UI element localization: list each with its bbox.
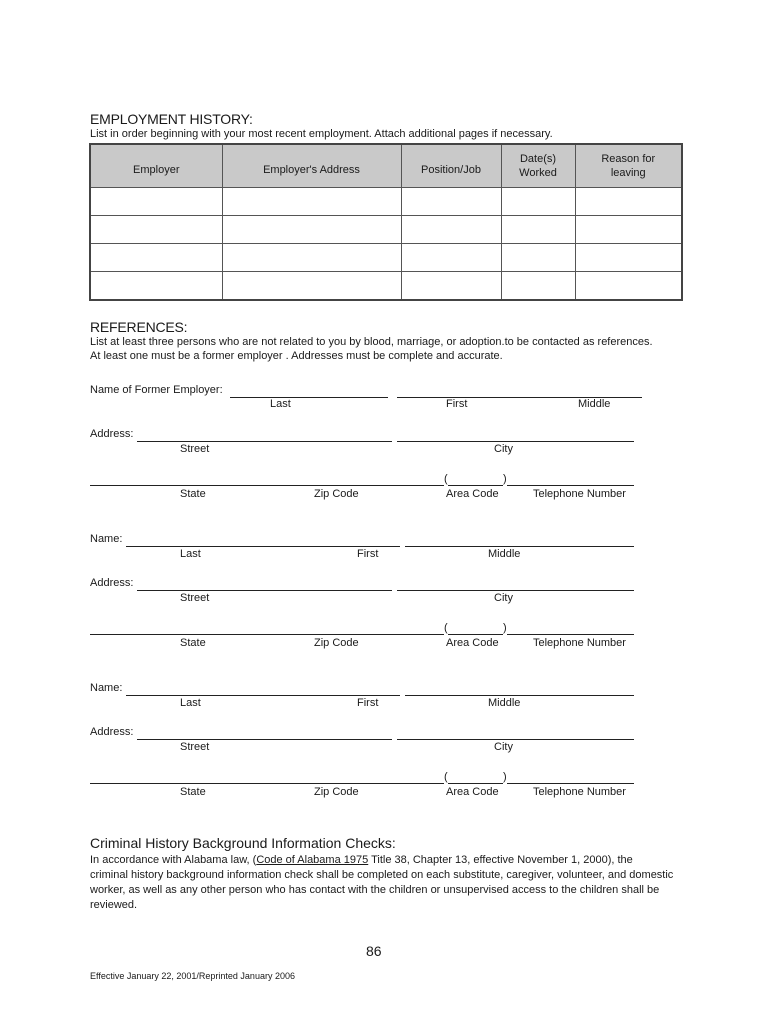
sub-telephone: Telephone Number	[533, 488, 626, 500]
sub-first: First	[357, 548, 379, 560]
employment-table	[89, 143, 683, 301]
sub-city: City	[494, 592, 513, 604]
criminal-history-title: Criminal History Background Information Checks:	[90, 835, 396, 851]
paren-close: )	[503, 771, 507, 783]
sub-telephone: Telephone Number	[533, 786, 626, 798]
sub-state: State	[180, 786, 206, 798]
sub-last: Last	[180, 548, 201, 560]
references-instruction-1: List at least three persons who are not related to you by blood, marriage, or adoption.to be contacted as references.	[90, 336, 653, 348]
paren-close: )	[503, 473, 507, 485]
sub-area-code: Area Code	[446, 488, 499, 500]
sub-zip: Zip Code	[314, 786, 359, 798]
address-city-field[interactable]	[397, 441, 634, 442]
state-zip-field[interactable]	[90, 485, 444, 486]
paren-close: )	[503, 622, 507, 634]
sub-city: City	[494, 741, 513, 753]
sub-state: State	[180, 637, 206, 649]
sub-last: Last	[180, 697, 201, 709]
area-code-field[interactable]	[448, 634, 503, 635]
telephone-field[interactable]	[507, 783, 634, 784]
col-dates-worked: Date(s) Worked	[501, 144, 575, 188]
criminal-history-text: In accordance with Alabama law, (Code of Alabama 1975 Title 38, Chapter 13, effective November 1, 2000), the criminal history background information check shall be completed on each substitute, caregiver, volunteer, and domestic worker, as well as any other person who has contact with the children or unsupervised access to the children shall be reviewed.	[90, 854, 674, 911]
telephone-field[interactable]	[507, 485, 634, 486]
paren-open: (	[444, 622, 448, 634]
telephone-field[interactable]	[507, 634, 634, 635]
address-street-field[interactable]	[137, 590, 392, 591]
table-row	[90, 244, 682, 272]
code-of-alabama-reference: Code of Alabama 1975	[256, 854, 369, 866]
address-city-field[interactable]	[397, 590, 634, 591]
paren-open: (	[444, 771, 448, 783]
sub-area-code: Area Code	[446, 786, 499, 798]
sub-middle: Middle	[488, 697, 521, 709]
sub-city: City	[494, 443, 513, 455]
former-employer-last-field[interactable]	[230, 397, 388, 398]
sub-telephone: Telephone Number	[533, 637, 626, 649]
sub-zip: Zip Code	[314, 488, 359, 500]
page-number: 86	[366, 943, 382, 959]
sub-street: Street	[180, 592, 210, 604]
references-title: REFERENCES:	[90, 319, 188, 335]
col-employer: Employer	[90, 144, 222, 188]
sub-street: Street	[180, 741, 210, 753]
footer-text: Effective January 22, 2001/Reprinted January 2006	[90, 971, 295, 981]
paren-open: (	[444, 473, 448, 485]
name-middle-field[interactable]	[405, 695, 634, 696]
address-label: Address:	[90, 577, 134, 589]
sub-area-code: Area Code	[446, 637, 499, 649]
employment-title: EMPLOYMENT HISTORY:	[90, 111, 253, 127]
former-employer-label: Name of Former Employer:	[90, 384, 223, 396]
name-label: Name:	[90, 533, 123, 545]
name-last-first-field[interactable]	[126, 695, 400, 696]
col-reason-leaving: Reason for leaving	[575, 144, 682, 188]
col-employer-address: Employer's Address	[222, 144, 401, 188]
sub-first: First	[446, 398, 468, 410]
area-code-field[interactable]	[448, 783, 503, 784]
sub-middle: Middle	[488, 548, 521, 560]
sub-state: State	[180, 488, 206, 500]
address-label: Address:	[90, 428, 134, 440]
name-label: Name:	[90, 682, 123, 694]
sub-zip: Zip Code	[314, 637, 359, 649]
address-street-field[interactable]	[137, 441, 392, 442]
state-zip-field[interactable]	[90, 783, 444, 784]
table-row	[90, 188, 682, 216]
address-street-field[interactable]	[137, 739, 392, 740]
address-city-field[interactable]	[397, 739, 634, 740]
sub-middle: Middle	[578, 398, 611, 410]
table-row	[90, 272, 682, 301]
employment-instruction: List in order beginning with your most recent employment. Attach additional pages if necessary.	[90, 128, 553, 140]
col-position: Position/Job	[401, 144, 501, 188]
address-label: Address:	[90, 726, 134, 738]
table-row	[90, 216, 682, 244]
name-last-first-field[interactable]	[126, 546, 400, 547]
state-zip-field[interactable]	[90, 634, 444, 635]
area-code-field[interactable]	[448, 485, 503, 486]
references-instruction-2: At least one must be a former employer . Addresses must be complete and accurate.	[90, 350, 503, 362]
name-middle-field[interactable]	[405, 546, 634, 547]
sub-first: First	[357, 697, 379, 709]
sub-street: Street	[180, 443, 210, 455]
sub-last: Last	[270, 398, 291, 410]
